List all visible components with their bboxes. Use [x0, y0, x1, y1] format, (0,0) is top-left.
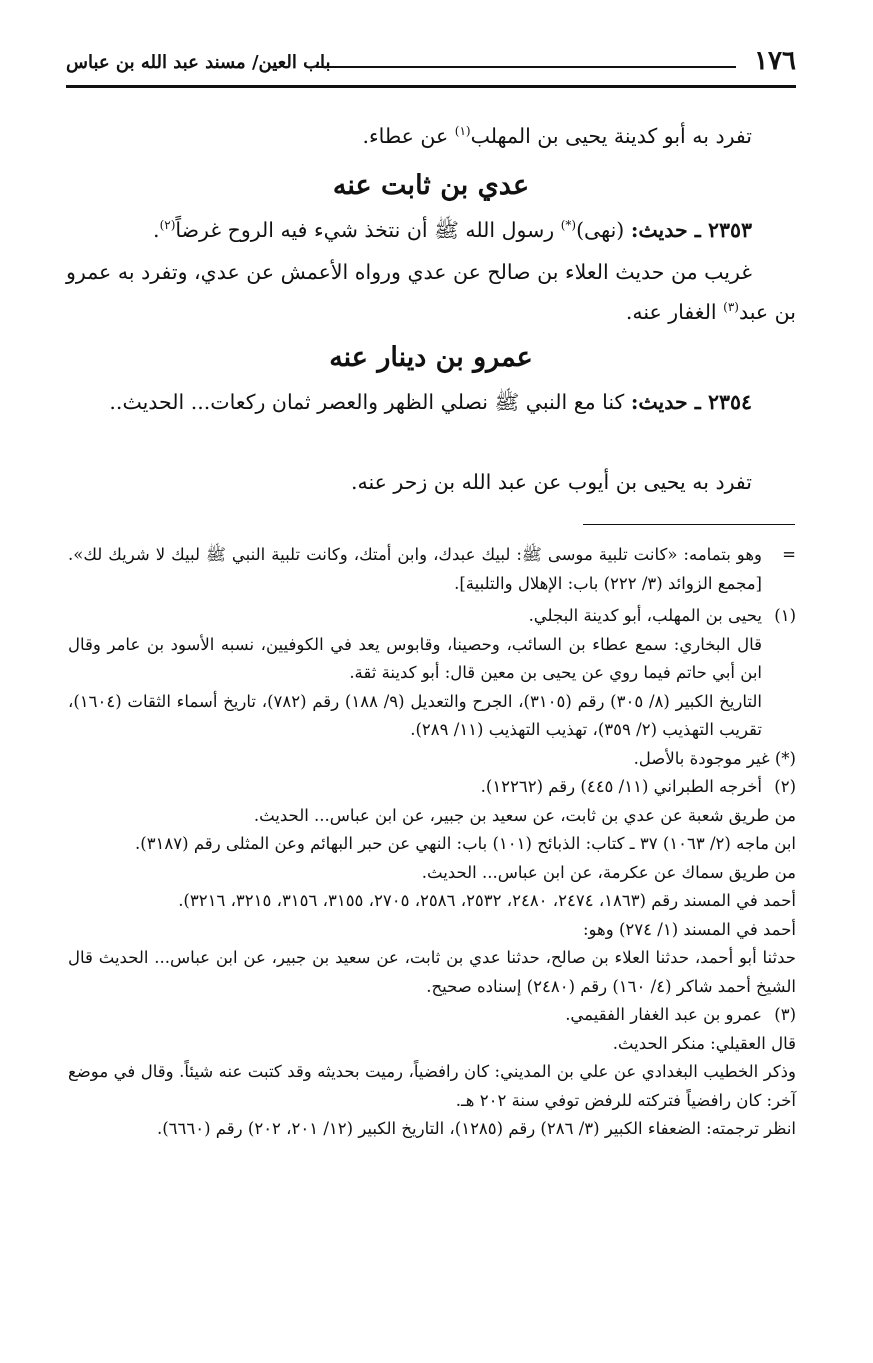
footnote-continued: = وهو بتمامه: «كانت تلبية موسى ﷺ: لبيك عبدك، وابن أمتك، وكانت تلبية النبي ﷺ لبيك لا شريك لك». [مجمع الزوائد (٣/ ٢٢٢) باب: الإهلال والتلبية]. [68, 541, 796, 598]
footnote-mark: (*) [774, 748, 796, 768]
footnote-1: (١) يحيى بن المهلب، أبو كدينة البجلي. [68, 602, 796, 631]
footnote-mark: = [782, 545, 796, 564]
footnote-2-para: من طريق شعبة عن عدي بن ثابت، عن سعيد بن جبير، عن ابن عباس... الحديث. [253, 805, 796, 825]
hadith-number: ٢٣٥٤ ـ حديث: [630, 390, 752, 414]
footnote-1-para: قال البخاري: سمع عطاء بن السائب، وحصينا، وقابوس يعد في الكوفيين، نسبه الأسود بن عامر وقال ابن أبي حاتم فيما روي عن يحيى بن معين قال: أبو كدينة ثقة. [68, 634, 762, 682]
footnote-2: (٢) أخرجه الطبراني (١١/ ٤٤٥) رقم (١٢٢٦٢). [68, 773, 796, 802]
paragraph-3: تفرد به يحيى بن أيوب عن عبد الله بن زحر عنه. [350, 470, 752, 494]
footnote-2-para: حدثنا أبو أحمد، حدثنا العلاء بن صالح، حدثنا عدي بن ثابت، عن سعيد بن جبير، عن ابن عباس... الحديث قال الشيخ أحمد شاكر (٤/ ١٦٠) رقم (٢٤٨٠) إسناده صحيح. [68, 948, 796, 996]
header-rule [66, 85, 796, 88]
footnote-ref: (*) [560, 218, 577, 233]
footnote-2-para: من طريق سماك عن عكرمة، عن ابن عباس... الحديث. [421, 862, 796, 882]
footnote-2-para: أحمد في المسند (١/ ٢٧٤) وهو: [582, 919, 796, 939]
paragraph-2: غريب من حديث العلاء بن صالح عن عدي ورواه الأعمش عن عدي، وتفرد به عمرو بن عبد$^{(٣)}$ الغفار عنه. [66, 260, 796, 324]
footnote-mark: (٣) [774, 1005, 796, 1024]
section-heading-1: عدي بن ثابت عنه [332, 170, 530, 201]
footnote-3-para: قال العقيلي: منكر الحديث. [612, 1033, 796, 1053]
footnote-2-para: أحمد في المسند رقم (١٨٦٣، ٢٤٧٤، ٢٤٨٠، ٢٥٣٢، ٢٥٨٦، ٢٧٠٥، ٣١٥٥، ٣١٥٦، ٣٢١٥، ٣٢١٦). [178, 891, 796, 910]
footnote-star: (*) غير موجودة بالأصل. [633, 748, 796, 768]
section-heading-2: عمرو بن دينار عنه [329, 342, 533, 373]
running-title: باب العين/ مسند عبد الله بن عباس [66, 52, 331, 73]
footnote-1-para: التاريخ الكبير (٨/ ٣٠٥) رقم (٣١٠٥)، الجرح والتعديل (٩/ ١٨٨) رقم (٧٨٢)، تاريخ أسماء الثقات (١٦٠٤)، تقريب التهذيب (٢/ ٣٥٩)، تهذيب التهذيب (١١/ ٢٨٩). [68, 691, 762, 739]
footnote-3-para: وذكر الخطيب البغدادي عن علي بن المديني: كان رافضياً، رميت بحديثه وقد كتبت عنه شيئاً. وقال في موضع آخر: كان رافضياً فتركته للرفض توفي سنة ٢٠٢ هـ. [68, 1062, 796, 1110]
footnote-3-para: انظر ترجمته: الضعفاء الكبير (٣/ ٢٨٦) رقم (١٢٨٥)، التاريخ الكبير (١٢/ ٢٠١، ٢٠٢) رقم (٦٦٦٠). [156, 1119, 796, 1138]
footnote-ref: (٢) [159, 218, 176, 233]
footnote-mark: (١) [774, 606, 796, 625]
footnote-ref: (٣) [723, 300, 739, 315]
page-header [66, 44, 796, 84]
footnote-2-para: ابن ماجه (٢/ ١٠٦٣) ٣٧ ـ كتاب: الذبائح (١٠١) باب: النهي عن حبر البهائم وعن المثلى رقم (٣١٨٧). [135, 834, 796, 853]
hadith-2354: ٢٣٥٤ ـ حديث: كنا مع النبي ﷺ نصلي الظهر والعصر ثمان ركعات... الحديث.. [109, 390, 752, 414]
footnote-mark: (٢) [774, 777, 796, 796]
footnotes [68, 541, 796, 1144]
footnote-separator [583, 524, 795, 525]
hadith-2353: ٢٣٥٣ ـ حديث: (نهى)(*) رسول الله ﷺ أن نتخذ شيء فيه الروح غرضاً$^{(٢)}$. [153, 218, 752, 242]
footnote-ref: (١) [454, 124, 471, 139]
paragraph-1: تفرد به أبو كدينة يحيى بن المهلب$^{(١)}$ عن عطاء. [362, 124, 752, 148]
page-number: ١٧٦ [754, 46, 796, 76]
footnote-3: (٣) عمرو بن عبد الغفار الفقيمي. [68, 1001, 796, 1030]
hadith-number: ٢٣٥٣ ـ حديث: [630, 218, 752, 242]
header-dash-line [316, 66, 736, 68]
